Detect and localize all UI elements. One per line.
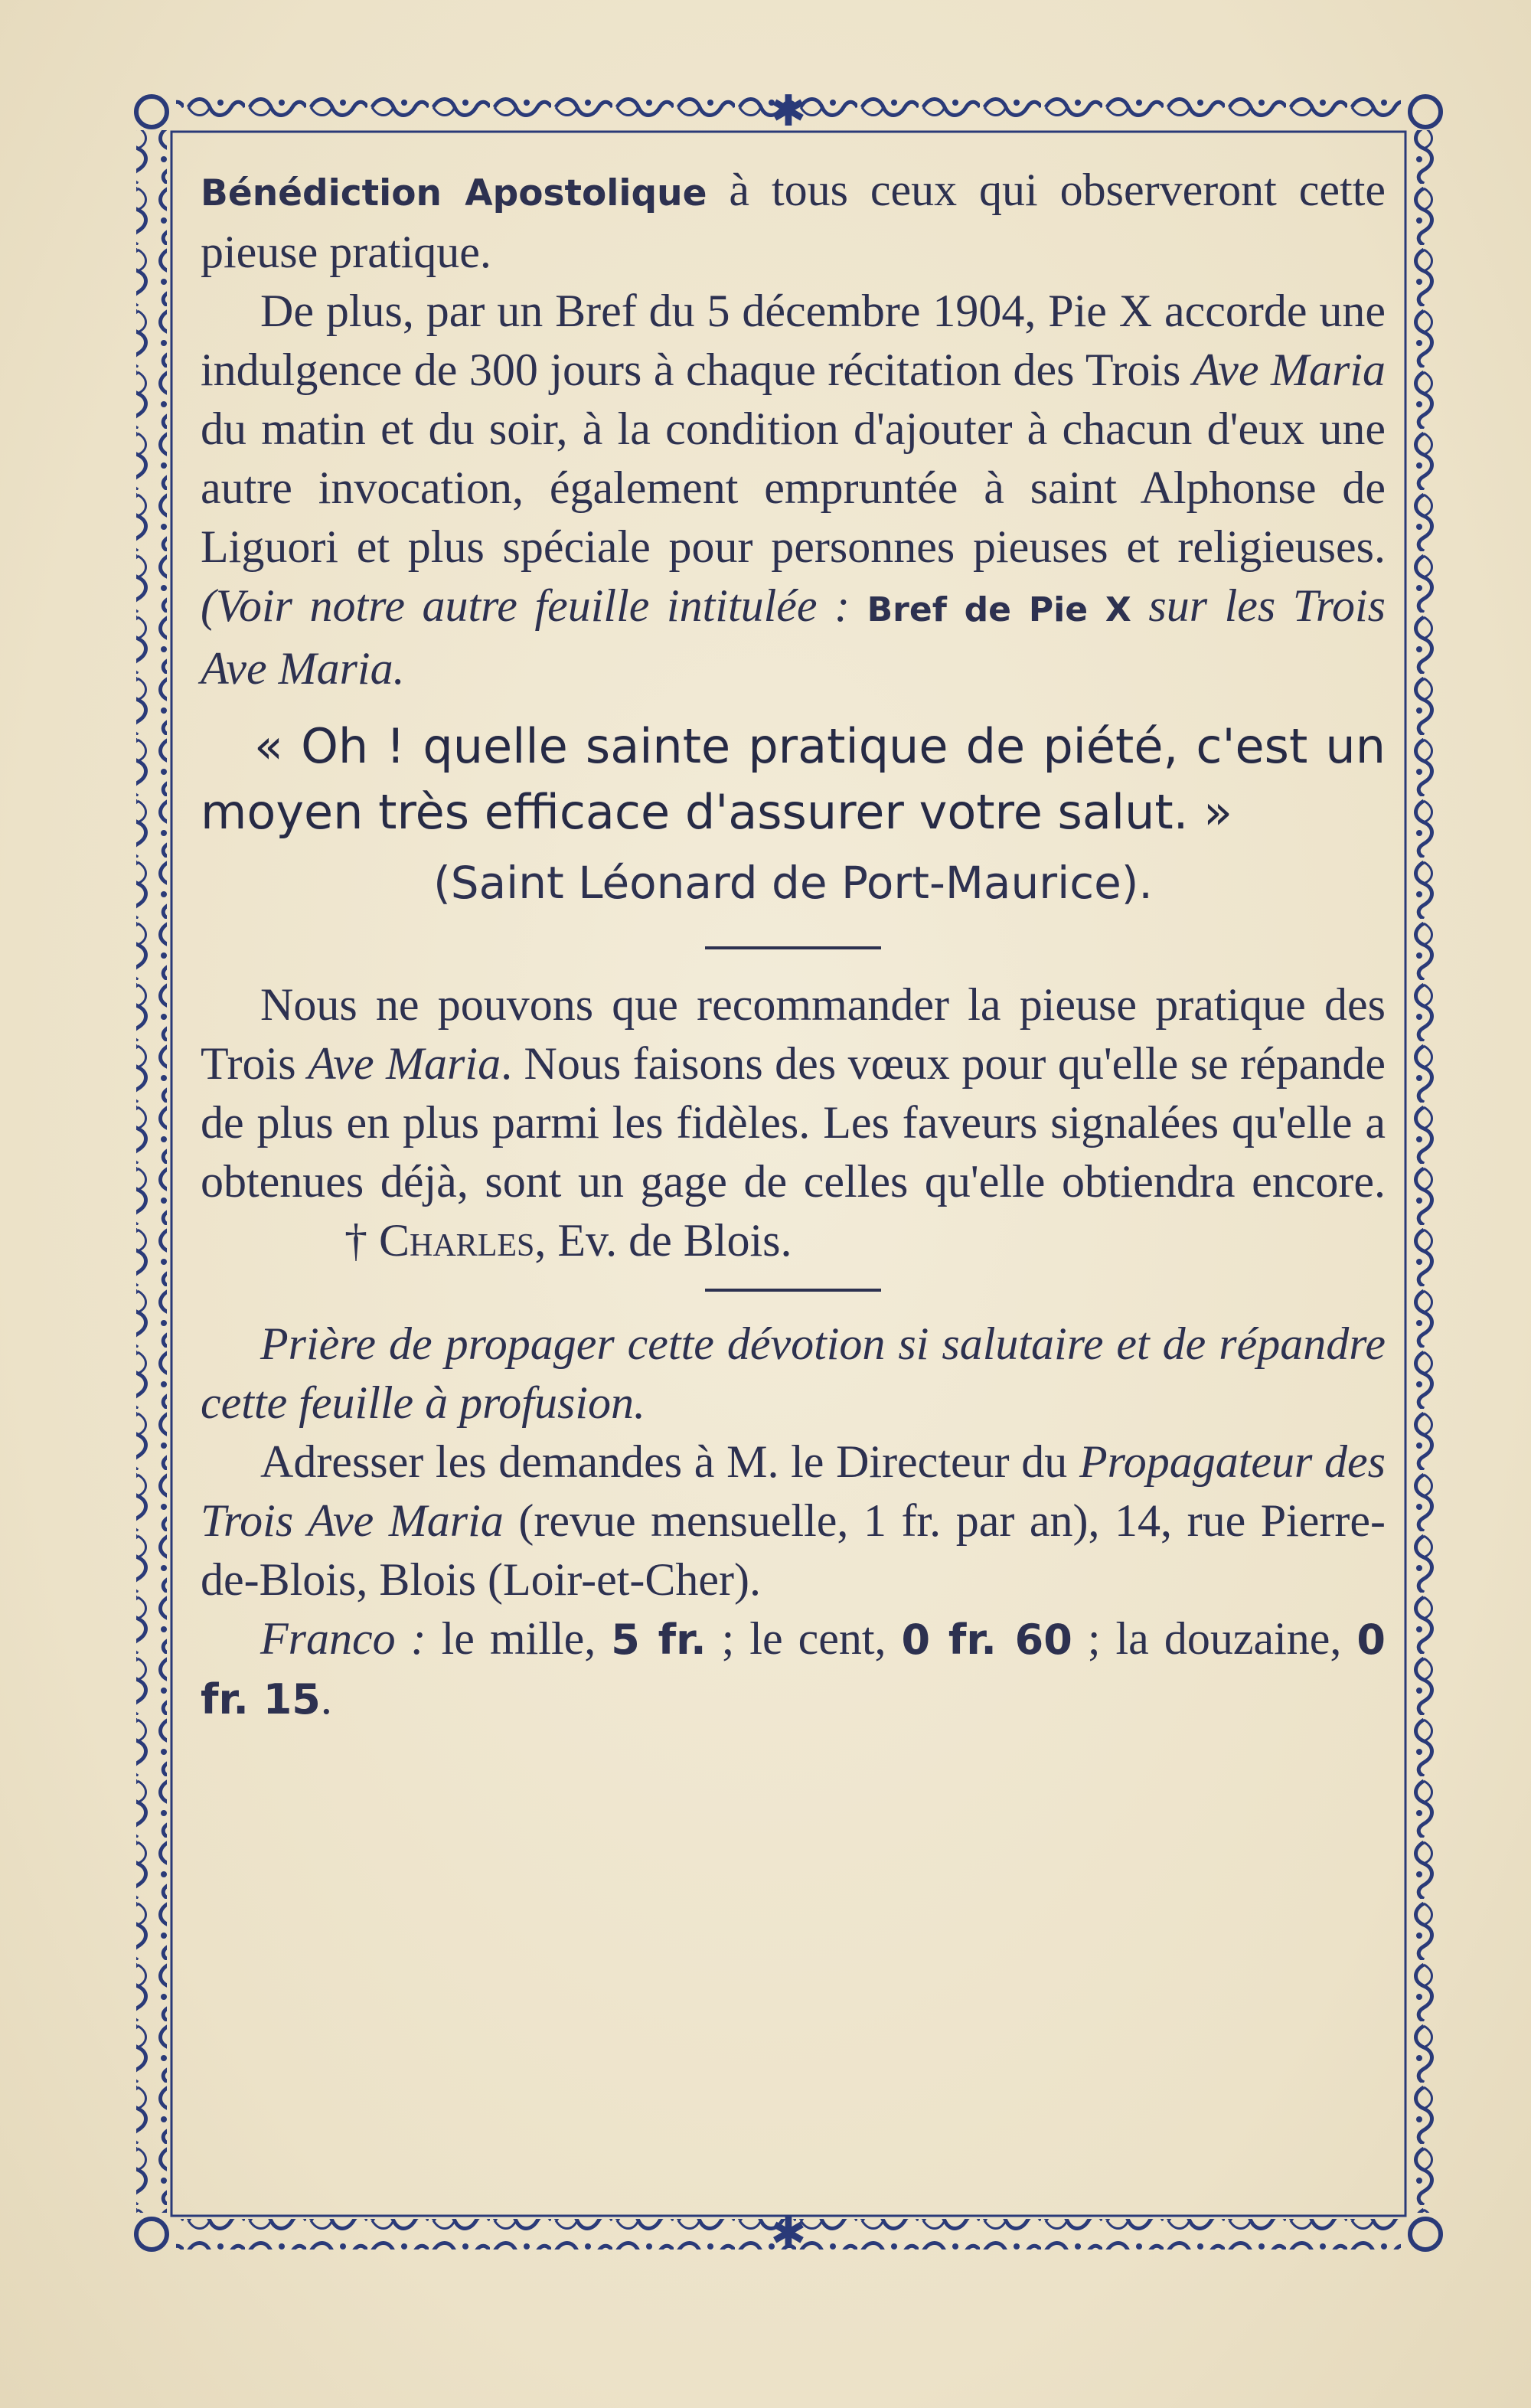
franco-text-b: ; le cent, <box>706 1613 902 1664</box>
svg-text:✱: ✱ <box>770 2209 807 2259</box>
benediction-paragraph <box>201 161 1386 282</box>
indulgence-text-a: De plus, par un Bref du 5 décembre 1904, Pie X accorde une indulgence de 300 jours à chaque récitation des Trois <box>201 286 1386 395</box>
endorsement-paragraph <box>201 975 1386 1270</box>
quote-attribution: (Saint Léonard de Port-Maurice). <box>433 857 1153 909</box>
quote-text: « Oh ! quelle sainte pratique de piété, c'est un moyen très efficace d'assurer votre salut. » <box>201 718 1386 840</box>
price-cent: 0 fr. 60 <box>901 1616 1072 1664</box>
saint-quote <box>201 714 1386 845</box>
address-text-b: (revue mensuelle, 1 fr. par an), 14, rue Pierre-de-Blois, Blois (Loir-et-Cher). <box>201 1495 1386 1605</box>
price-mille: 5 fr. <box>611 1616 707 1664</box>
indulgence-text-b: du matin et du soir, à la condition d'ajouter à chacun d'eux une autre invocation, également empruntée à saint Alphonse de Liguori et plus spéciale pour personnes pieuses et religieuses. <box>201 404 1386 572</box>
bref-reference: Bref de Pie X <box>867 590 1131 629</box>
endorsement-text-a: Nous ne pouvons que recommander la pieuse pratique des Trois <box>201 979 1386 1089</box>
cross-icon: † <box>344 1215 367 1266</box>
bishop-signature <box>285 1211 792 1270</box>
see-other-sheet-end: sur les Trois Ave Maria. <box>201 580 1386 694</box>
ave-maria-italic-2: Ave Maria <box>308 1038 501 1089</box>
publication-title: Propagateur des Trois Ave Maria <box>201 1436 1386 1546</box>
svg-text:✱: ✱ <box>770 87 807 136</box>
appeal-paragraph: Prière de propager cette dévotion si salutaire et de répandre cette feuille à profusion. <box>201 1318 1386 1428</box>
pricing-paragraph <box>201 1609 1386 1729</box>
signature-rest: , Ev. de Blois. <box>534 1215 792 1266</box>
address-paragraph <box>201 1433 1386 1609</box>
endorsement-text-b: . Nous faisons des vœux pour qu'elle se répande de plus en plus parmi les fidèles. Les faveurs signalées qu'elle a obtenues déjà, sont un gage de celles qu'elle obtiendra encore. <box>201 1038 1386 1207</box>
ave-maria-italic: Ave Maria <box>1192 345 1386 395</box>
divider <box>705 946 881 949</box>
franco-label: Franco : <box>260 1613 426 1664</box>
see-other-sheet: (Voir notre autre feuille intitulée : <box>201 580 867 631</box>
benediction-lead: Bénédiction Apostolique <box>201 172 707 214</box>
franco-text-d: . <box>320 1673 332 1724</box>
franco-text-a: le mille, <box>426 1613 612 1664</box>
card-text <box>201 161 1386 1729</box>
price-douzaine: 0 fr. 15 <box>201 1616 1386 1724</box>
franco-text-c: ; la douzaine, <box>1072 1613 1357 1664</box>
address-text-a: Adresser les demandes à M. le Directeur du <box>260 1436 1079 1487</box>
signature-name: Charles <box>379 1215 535 1266</box>
divider-2 <box>705 1289 881 1292</box>
benediction-rest: à tous ceux qui observeront cette pieuse pratique. <box>201 165 1386 277</box>
indulgence-paragraph <box>201 282 1386 698</box>
